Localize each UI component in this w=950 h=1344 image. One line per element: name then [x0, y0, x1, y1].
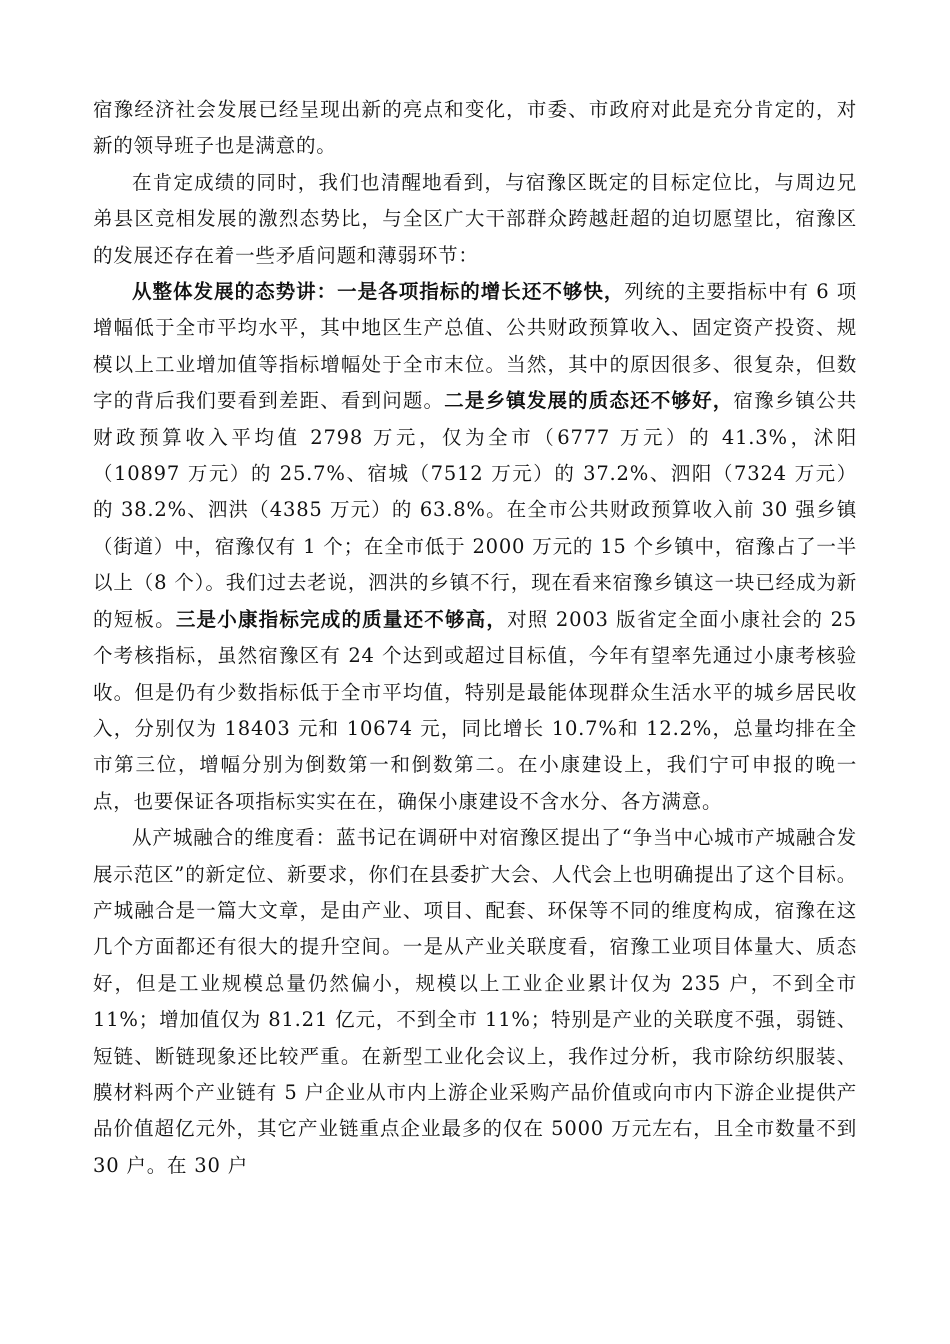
heading-overall-trend: 从整体发展的态势讲：一是各项指标的增长还不够快， — [132, 280, 625, 304]
paragraph-3-text-3: 对照 2003 版省定全面小康社会的 25 个考核指标，虽然宿豫区有 24 个达到或超过目标值，今年有望率先通过小康考核验收。但是仍有少数指标低于全市平均值，特别是最能体现群众生活水平的城乡居民收入，分别仅为 18403 元和 10674 元，同比增长 10.7%和 12.2%，总量均排在全市第三位，增幅分别为倒数第一和倒数第二。在小康建设上，我们宁可申报的晚一点，也要保证各项指标实实在在，确保小康建设不含水分、各方满意。 — [93, 607, 857, 813]
heading-township-quality: 二是乡镇发展的质态还不够好， — [444, 389, 734, 413]
paragraph-3-text-1: 列统的主要指标中有 6 项增幅低于全市平均水平，其中地区生产总值、公共财政预算收入、固定资产投资、规模以上工业增加值等指标增幅处于全市末位。当然，其中的原因很多、很复杂，但数字的背后我们要看到差距、看到问题。 — [93, 280, 857, 413]
paragraph-4-text: 从产城融合的维度看：蓝书记在调研中对宿豫区提出了“争当中心城市产城融合发展示范区”的新定位、新要求，你们在县委扩大会、人代会上也明确提出了这个目标。产城融合是一篇大文章，是由产业、项目、配套、环保等不同的维度构成，宿豫在这几个方面都还有很大的提升空间。一是从产业关联度看，宿豫工业项目体量大、质态好，但是工业规模总量仍然偏小，规模以上工业企业累计仅为 235 户，不到全市 11%；增加值仅为 81.21 亿元，不到全市 11%；特别是产业的关联度不强，弱链、短链、断链现象还比较严重。在新型工业化会议上，我作过分析，我市除纺织服装、膜材料两个产业链有 5 户企业从市内上游企业采购产品价值或向市内下游企业提供产品价值超亿元外，其它产业链重点企业最多的仅在 5000 万元左右，且全市数量不到 30 户。在 30 户 — [93, 826, 857, 1177]
paragraph-1 — [93, 92, 857, 165]
paragraph-3-text-2: 宿豫乡镇公共财政预算收入平均值 2798 万元，仅为全市（6777 万元）的 41.3%，沭阳（10897 万元）的 25.7%、宿城（7512 万元）的 37.2%、泗阳（7324 万元）的 38.2%、泗洪（4385 万元）的 63.8%。在全市公共财政预算收入前 30 强乡镇（街道）中，宿豫仅有 1 个；在全市低于 2000 万元的 15 个乡镇中，宿豫占了一半以上（8 个）。我们过去老说，泗洪的乡镇不行，现在看来宿豫乡镇这一块已经成为新的短板。 — [93, 389, 857, 631]
paragraph-4 — [93, 820, 857, 1184]
paragraph-3 — [93, 274, 857, 820]
paragraph-2 — [93, 165, 857, 274]
paragraph-1-text: 宿豫经济社会发展已经呈现出新的亮点和变化，市委、市政府对此是充分肯定的，对新的领导班子也是满意的。 — [93, 98, 857, 158]
document-page — [93, 92, 857, 1184]
heading-xiaokang-quality: 三是小康指标完成的质量还不够高， — [175, 607, 508, 631]
paragraph-2-text: 在肯定成绩的同时，我们也清醒地看到，与宿豫区既定的目标定位比，与周边兄弟县区竞相发展的激烈态势比，与全区广大干部群众跨越赶超的迫切愿望比，宿豫区的发展还存在着一些矛盾问题和薄弱环节： — [93, 170, 857, 267]
